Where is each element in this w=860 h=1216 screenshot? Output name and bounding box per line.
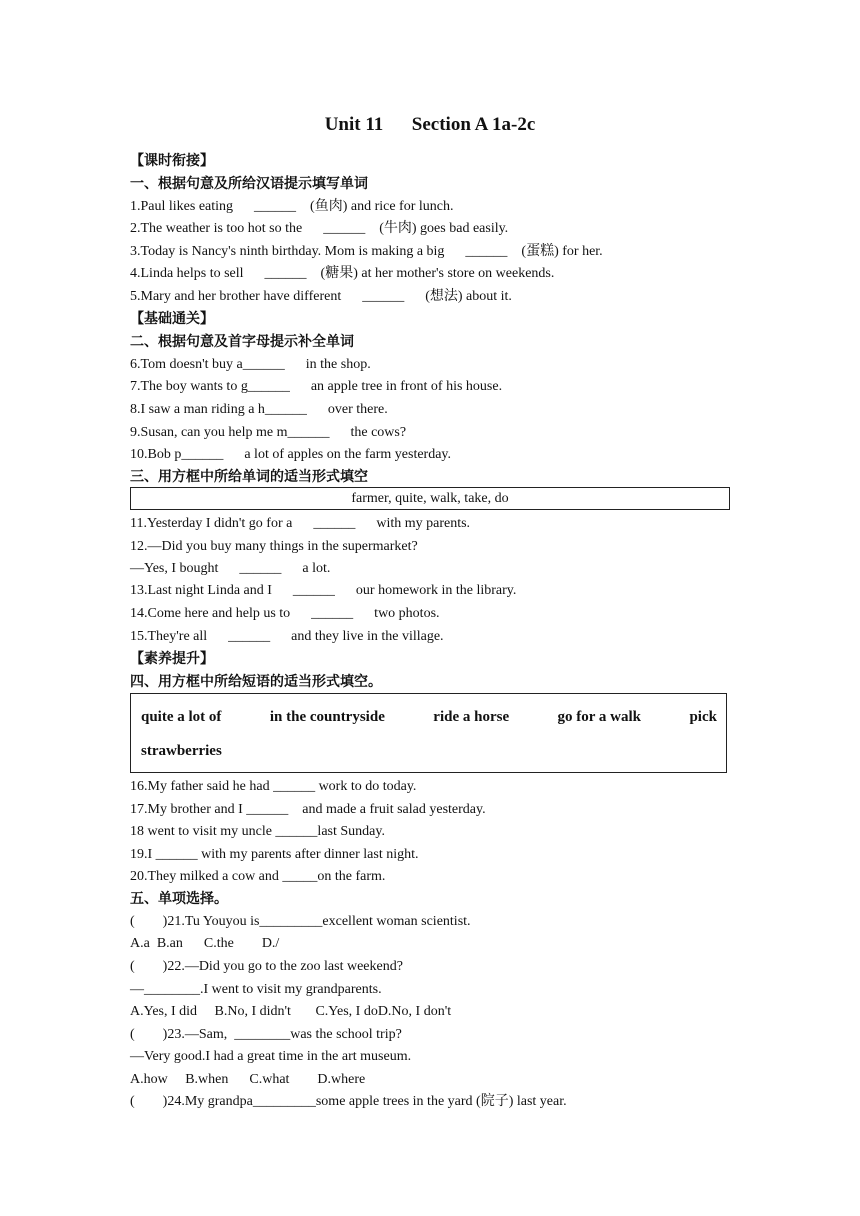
section-heading: 三、用方框中所给单词的适当形式填空 (130, 469, 368, 485)
question-line: ( )23.—Sam, ________was the school trip? (130, 1027, 402, 1042)
question-line: A.how B.when C.what D.where (130, 1072, 366, 1087)
section-heading: 【基础通关】 (130, 311, 214, 327)
word-box (130, 487, 730, 510)
question-line: 15.They're all ______ and they live in the village. (130, 629, 444, 644)
phrase-item: quite a lot of (141, 709, 222, 725)
question-line: 18 went to visit my uncle ______last Sunday. (130, 824, 385, 839)
question-line: 13.Last night Linda and I ______ our homework in the library. (130, 583, 517, 598)
question-line: 7.The boy wants to g______ an apple tree in front of his house. (130, 379, 503, 394)
section-heading: 五、单项选择。 (130, 891, 228, 907)
phrase-item: ride a horse (433, 709, 510, 725)
section-heading: 二、根据句意及首字母提示补全单词 (130, 334, 354, 350)
question-line: 4.Linda helps to sell ______ (糖果) at her mother's store on weekends. (130, 266, 555, 281)
phrase-box (130, 693, 727, 773)
question-line: 12.—Did you buy many things in the supermarket? (130, 539, 418, 554)
section-heading: 四、用方框中所给短语的适当形式填空。 (130, 674, 382, 690)
phrase-item: in the countryside (269, 709, 385, 725)
question-line: 3.Today is Nancy's ninth birthday. Mom is making a big ______ (蛋糕) for her. (130, 244, 603, 259)
question-line: A.a B.an C.the D./ (130, 936, 280, 951)
question-line: —Very good.I had a great time in the art museum. (130, 1049, 412, 1064)
section-heading: 【课时衔接】 (130, 153, 214, 169)
question-line: ( )22.—Did you go to the zoo last weekend? (130, 959, 403, 974)
phrase-item: go for a walk (557, 709, 642, 725)
question-line: 14.Come here and help us to ______ two photos. (130, 606, 440, 621)
question-line: 6.Tom doesn't buy a______ in the shop. (130, 357, 371, 372)
question-line: —Yes, I bought ______ a lot. (130, 561, 331, 576)
phrase-item: pick (689, 709, 717, 725)
question-line: —________.I went to visit my grandparents. (130, 982, 382, 997)
question-line: 2.The weather is too hot so the ______ (牛肉) goes bad easily. (130, 221, 509, 236)
section-heading: 一、根据句意及所给汉语提示填写单词 (130, 176, 368, 192)
question-line: 19.I ______ with my parents after dinner last night. (130, 847, 419, 862)
question-line: 5.Mary and her brother have different ______ (想法) about it. (130, 289, 512, 304)
question-line: 16.My father said he had ______ work to do today. (130, 779, 417, 794)
page-title: Unit 11 Section A 1a-2c (324, 114, 536, 135)
question-line: ( )21.Tu Youyou is_________excellent woman scientist. (130, 914, 471, 929)
question-line: 1.Paul likes eating ______ (鱼肉) and rice for lunch. (130, 199, 454, 214)
question-line: 11.Yesterday I didn't go for a ______ with my parents. (130, 516, 471, 531)
phrase-continuation: strawberries (141, 743, 222, 759)
word-box-text: farmer, quite, walk, take, do (351, 491, 509, 506)
question-line: 20.They milked a cow and _____on the farm. (130, 869, 386, 884)
question-line: 17.My brother and I ______ and made a fruit salad yesterday. (130, 802, 486, 817)
question-line: 8.I saw a man riding a h______ over there. (130, 402, 388, 417)
question-line: A.Yes, I did B.No, I didn't C.Yes, I doD.No, I don't (130, 1004, 452, 1019)
question-line: 9.Susan, can you help me m______ the cows? (130, 425, 407, 440)
section-heading: 【素养提升】 (130, 651, 214, 667)
phrase-row (141, 709, 717, 726)
question-line: 10.Bob p______ a lot of apples on the farm yesterday. (130, 447, 452, 462)
question-line: ( )24.My grandpa_________some apple trees in the yard (院子) last year. (130, 1094, 567, 1109)
